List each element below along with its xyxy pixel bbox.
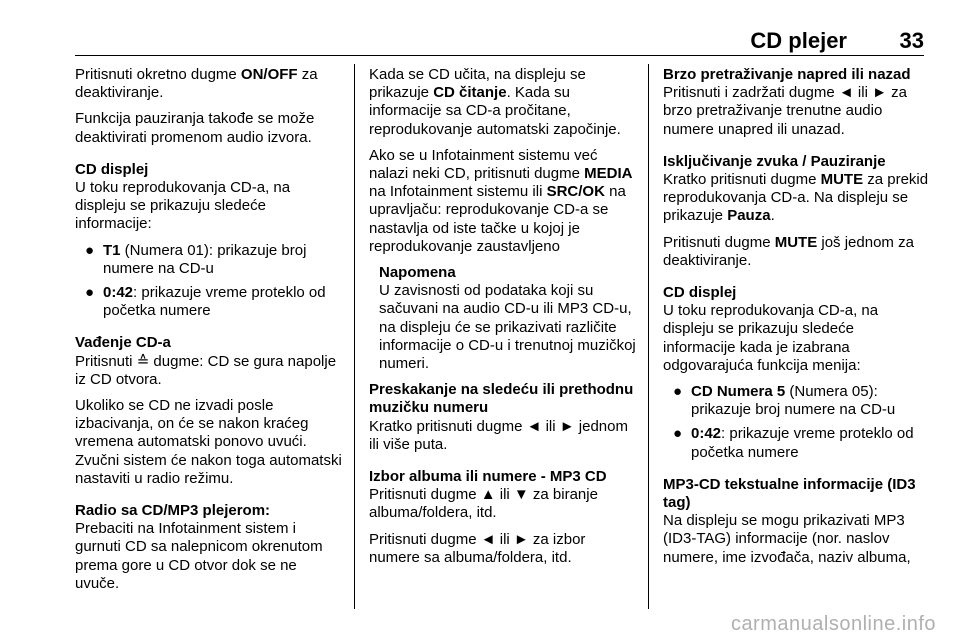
bullet-icon: ●	[85, 284, 95, 302]
paragraph-eject: Pritisnuti ≙ dugme: CD se gura napolje iz CD otvora.	[75, 352, 337, 388]
section-heading-mp3-tags: MP3-CD tekstualne informacije (ID3 tag)	[663, 475, 916, 512]
section-heading-skip: Preskakanje na sledeću ili prethodnu muzičku numeru	[369, 381, 634, 417]
paragraph-mute: Kratko pritisnuti dugme MUTE za prekid reprodukovanja CD-a. Na displeju se prikazuje Pauza.	[663, 171, 929, 225]
section-heading-mute: Isključivanje zvuka / Pauziranje	[663, 152, 886, 170]
section-heading-radio-cd: Radio sa CD/MP3 plejerom:	[75, 502, 271, 520]
paragraph-radio-cd: Prebaciti na Infotainment sistem i gurnuti CD sa nalepnicom okrenutom prema gore u CD otvor dok se ne uvuče.	[75, 520, 323, 592]
bullet-list-cd-display-2	[663, 383, 929, 462]
paragraph-skip: Kratko pritisnuti dugme ◄ ili ► jednom ili više puta.	[369, 417, 628, 453]
page-number: 33	[899, 28, 924, 53]
list-item: ● T1 (Numera 01): prikazuje broj numere na CD-u	[85, 241, 307, 277]
note-text: U zavisnosti od podataka koji su sačuvani na audio CD-u ili MP3 CD-u, na displeju će se prikazivati različite informacije o CD-u i trenutnoj muzičkoj numeri.	[379, 282, 636, 373]
bullet-icon: ●	[673, 383, 683, 401]
eject-icon: ≙	[136, 352, 150, 370]
note-block	[369, 264, 637, 373]
paragraph-mp3-tags: Na displeju se mogu prikazivati MP3 (ID3-TAG) informacije (nor. naslov numere, ime izvođača, naziv albuma,	[663, 512, 911, 566]
column-divider-1	[354, 64, 355, 609]
paragraph-cd-display: U toku reprodukovanja CD-a, na displeju se prikazuju sledeće informacije:	[75, 179, 291, 233]
bullet-icon: ●	[85, 241, 95, 259]
header-rule	[75, 55, 924, 56]
column-divider-2	[648, 64, 649, 609]
paragraph-eject-retract: Ukoliko se CD ne izvadi posle izbacivanja, on će se nakon kraćeg vremena automatski ponovo uvući. Zvučni sistem će nakon toga automatski nastaviti u radio režimu.	[75, 397, 342, 487]
note-heading: Napomena	[379, 264, 456, 282]
section-heading-album-select: Izbor albuma ili numere - MP3 CD	[369, 468, 607, 486]
section-heading-cd-display: CD displej	[75, 160, 149, 178]
paragraph-unmute: Pritisnuti dugme MUTE još jednom za deaktiviranje.	[663, 233, 914, 269]
watermark: carmanualsonline.info	[730, 613, 936, 635]
column-3	[663, 66, 929, 575]
list-item: ● 0:42: prikazuje vreme proteklo od početka numere	[673, 425, 914, 461]
paragraph-pause-source: Funkcija pauziranja takođe se može deaktivirati promenom audio izvora.	[75, 110, 315, 146]
paragraph-cd-display-2: U toku reprodukovanja CD-a, na displeju se prikazuju sledeće informacije kada je izabrana odgovarajuća funkcija menija:	[663, 302, 879, 374]
list-item: ● CD Numera 5 (Numera 05): prikazuje broj numere na CD-u	[673, 383, 896, 419]
paragraph-resume: Ako se u Infotainment sistemu već nalazi neki CD, pritisnuti dugme MEDIA na Infotainment sistemu ili SRC/OK na upravljaču: reprodukovanje CD-a se nastavlja od iste tačke u kojoj je reprodukovanje zaustavljeno	[369, 146, 633, 255]
section-heading-fast-search: Brzo pretraživanje napred ili nazad	[663, 66, 911, 83]
page-header	[0, 28, 960, 54]
paragraph-track-select: Pritisnuti dugme ◄ ili ► za izbor numere sa albuma/foldera, itd.	[369, 530, 586, 566]
page-title: CD plejer	[750, 28, 847, 53]
list-item: ● 0:42: prikazuje vreme proteklo od početka numere	[85, 284, 326, 320]
bullet-icon: ●	[673, 425, 683, 443]
section-heading-eject: Vađenje CD-a	[75, 334, 171, 352]
column-2	[369, 66, 637, 575]
onoff-key: ON/OFF	[240, 66, 298, 83]
bullet-list-cd-display	[75, 242, 345, 321]
paragraph-fast-search: Pritisnuti i zadržati dugme ◄ ili ► za brzo pretraživanje trenutne audio numere unapred ili unazad.	[663, 84, 907, 138]
paragraph-cd-reading: Kada se CD učita, na displeju se prikazuje CD čitanje. Kada su informacije sa CD-a pročitane, reprodukovanje automatski započinje.	[369, 66, 621, 138]
paragraph-onoff: Pritisnuti okretno dugme ON/OFF za deaktiviranje.	[75, 66, 318, 102]
column-1	[75, 66, 345, 601]
section-heading-cd-display-2: CD displej	[663, 284, 737, 302]
paragraph-album-select: Pritisnuti dugme ▲ ili ▼ za biranje albuma/foldera, itd.	[369, 486, 598, 522]
